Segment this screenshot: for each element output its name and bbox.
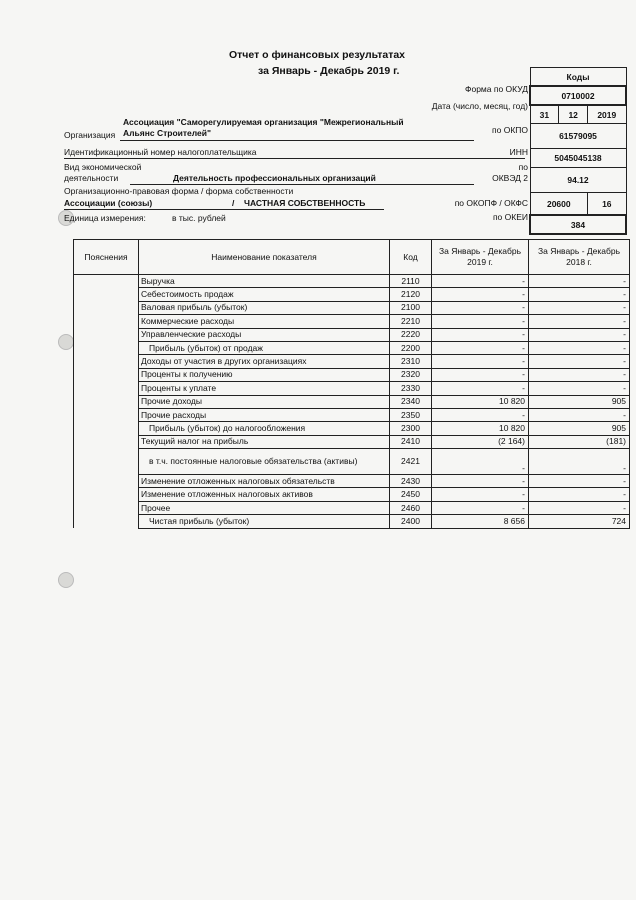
row-name: Прибыль (убыток) от продаж: [139, 341, 390, 354]
header-2019: За Январь - Декабрь 2019 г.: [432, 240, 529, 275]
row-code: 2330: [390, 382, 432, 395]
row-value-2019: (2 164): [432, 435, 529, 448]
row-value-2019: -: [432, 341, 529, 354]
table-row: [74, 515, 630, 528]
row-name: Чистая прибыль (убыток): [139, 515, 390, 528]
okfs-value: 16: [588, 193, 626, 216]
ownership-value: ЧАСТНАЯ СОБСТВЕННОСТЬ: [244, 198, 366, 208]
row-value-2018: -: [529, 408, 630, 421]
okved-label-1: по: [518, 162, 528, 172]
table-row: [74, 475, 630, 488]
okud-label: Форма по ОКУД: [465, 84, 528, 94]
row-name: Прибыль (убыток) до налогообложения: [139, 422, 390, 435]
row-name: Выручка: [139, 275, 390, 288]
date-label: Дата (число, месяц, год): [431, 101, 528, 111]
row-value-2018: 905: [529, 395, 630, 408]
legal-form-value: Ассоциации (союзы): [64, 198, 153, 208]
okved-value: 94.12: [530, 168, 626, 193]
row-value-2019: -: [432, 328, 529, 341]
row-value-2019: -: [432, 475, 529, 488]
row-name: в т.ч. постоянные налоговые обязательства (активы): [139, 449, 390, 475]
row-code: 2430: [390, 475, 432, 488]
row-note: [74, 355, 139, 368]
row-note: [74, 408, 139, 421]
row-code: 2210: [390, 315, 432, 328]
table-row: [74, 435, 630, 448]
table-row: [74, 341, 630, 354]
row-note: [74, 341, 139, 354]
row-name: Прочие расходы: [139, 408, 390, 421]
row-code: 2460: [390, 501, 432, 514]
punch-hole-bottom: [58, 572, 74, 588]
row-value-2018: -: [529, 475, 630, 488]
row-code: 2410: [390, 435, 432, 448]
row-value-2018: -: [529, 315, 630, 328]
row-value-2018: -: [529, 488, 630, 501]
table-row: [74, 449, 630, 475]
row-code: 2200: [390, 341, 432, 354]
row-name: Текущий налог на прибыль: [139, 435, 390, 448]
unit-label: Единица измерения:: [64, 213, 146, 223]
row-value-2018: -: [529, 275, 630, 288]
bleed-through-text: [90, 697, 100, 700]
row-code: 2350: [390, 408, 432, 421]
row-code: 2400: [390, 515, 432, 528]
row-note: [74, 449, 139, 475]
row-value-2019: -: [432, 368, 529, 381]
header-name: Наименование показателя: [139, 240, 390, 275]
row-value-2018: -: [529, 355, 630, 368]
row-code: 2320: [390, 368, 432, 381]
date-month: 12: [559, 105, 588, 124]
row-note: [74, 435, 139, 448]
table-row: [74, 328, 630, 341]
row-name: Изменение отложенных налоговых активов: [139, 488, 390, 501]
row-name: Доходы от участия в других организациях: [139, 355, 390, 368]
activity-label-1: Вид экономической: [64, 162, 142, 172]
table-row: [74, 315, 630, 328]
okud-value: 0710002: [530, 86, 626, 105]
row-value-2018: -: [529, 449, 630, 475]
table-row: [74, 422, 630, 435]
row-value-2019: -: [432, 315, 529, 328]
table-row: [74, 355, 630, 368]
row-name: Прочие доходы: [139, 395, 390, 408]
table-row: [74, 382, 630, 395]
row-value-2018: -: [529, 288, 630, 301]
row-note: [74, 515, 139, 528]
activity-value: Деятельность профессиональных организаций: [173, 173, 376, 183]
row-note: [74, 328, 139, 341]
row-name: Проценты к уплате: [139, 382, 390, 395]
row-note: [74, 315, 139, 328]
row-name: Коммерческие расходы: [139, 315, 390, 328]
unit-value: в тыс. рублей: [172, 213, 226, 223]
row-note: [74, 422, 139, 435]
legal-form-separator: /: [232, 198, 235, 208]
row-value-2019: -: [432, 408, 529, 421]
row-value-2018: -: [529, 328, 630, 341]
table-row: [74, 368, 630, 381]
row-value-2018: (181): [529, 435, 630, 448]
okpo-label: по ОКПО: [492, 125, 528, 135]
row-note: [74, 501, 139, 514]
row-value-2019: -: [432, 382, 529, 395]
org-name-line1: Ассоциация "Саморегулируемая организация "Межрегиональный: [123, 117, 404, 127]
row-note: [74, 368, 139, 381]
report-period: за Январь - Декабрь 2019 г.: [258, 65, 400, 77]
row-value-2019: -: [432, 288, 529, 301]
row-note: [74, 275, 139, 288]
table-row: [74, 501, 630, 514]
table-row: [74, 301, 630, 314]
row-value-2019: -: [432, 449, 529, 475]
table-row: [74, 488, 630, 501]
row-value-2018: 905: [529, 422, 630, 435]
row-name: Изменение отложенных налоговых обязательств: [139, 475, 390, 488]
row-value-2018: -: [529, 301, 630, 314]
row-name: Проценты к получению: [139, 368, 390, 381]
org-label: Организация: [64, 130, 116, 140]
header-2018: За Январь - Декабрь 2018 г.: [529, 240, 630, 275]
okpo-value: 61579095: [530, 124, 626, 149]
inn-row-label: Идентификационный номер налогоплательщика: [64, 147, 257, 157]
row-value-2019: -: [432, 301, 529, 314]
row-value-2019: 10 820: [432, 395, 529, 408]
legal-form-underline: [64, 209, 384, 210]
table-row: [74, 288, 630, 301]
row-code: 2100: [390, 301, 432, 314]
activity-underline: [130, 184, 474, 185]
header-notes: Пояснения: [74, 240, 139, 275]
row-note: [74, 288, 139, 301]
inn-value: 5045045138: [530, 149, 626, 168]
row-name: Валовая прибыль (убыток): [139, 301, 390, 314]
report-title: Отчет о финансовых результатах: [229, 49, 406, 61]
row-value-2019: 10 820: [432, 422, 529, 435]
okved-label-2: ОКВЭД 2: [492, 173, 528, 183]
row-code: 2450: [390, 488, 432, 501]
date-year: 2019: [588, 105, 626, 124]
table-row: [74, 408, 630, 421]
okopf-value: 20600: [530, 193, 588, 216]
row-name: Прочее: [139, 501, 390, 514]
row-value-2019: -: [432, 275, 529, 288]
legal-form-label: Организационно-правовая форма / форма собственности: [64, 186, 294, 196]
row-name: Управленческие расходы: [139, 328, 390, 341]
row-note: [74, 395, 139, 408]
row-code: 2310: [390, 355, 432, 368]
punch-hole-middle: [58, 334, 74, 350]
row-value-2018: -: [529, 501, 630, 514]
org-name-line2: Альянс Строителей": [123, 128, 212, 138]
codes-table: [529, 67, 627, 235]
row-value-2019: -: [432, 488, 529, 501]
row-code: 2110: [390, 275, 432, 288]
row-name: Себестоимость продаж: [139, 288, 390, 301]
table-row: [74, 275, 630, 288]
row-note: [74, 382, 139, 395]
date-day: 31: [530, 105, 559, 124]
row-note: [74, 475, 139, 488]
org-underline: [120, 140, 474, 141]
row-value-2018: -: [529, 382, 630, 395]
row-value-2019: -: [432, 501, 529, 514]
activity-label-2: деятельности: [64, 173, 119, 183]
row-note: [74, 301, 139, 314]
row-code: 2300: [390, 422, 432, 435]
row-code: 2340: [390, 395, 432, 408]
inn-label: ИНН: [509, 147, 528, 157]
row-value-2019: -: [432, 355, 529, 368]
codes-header: Коды: [530, 68, 626, 87]
header-code: Код: [390, 240, 432, 275]
row-value-2018: -: [529, 368, 630, 381]
row-code: 2421: [390, 449, 432, 475]
okei-label: по ОКЕИ: [492, 212, 528, 222]
row-note: [74, 488, 139, 501]
okei-value: 384: [530, 215, 626, 234]
inn-underline: [64, 158, 525, 159]
okopf-label: по ОКОПФ / ОКФС: [454, 198, 528, 208]
table-row: [74, 395, 630, 408]
row-value-2018: 724: [529, 515, 630, 528]
row-code: 2220: [390, 328, 432, 341]
row-code: 2120: [390, 288, 432, 301]
financial-results-table: [73, 239, 630, 529]
row-value-2019: 8 656: [432, 515, 529, 528]
row-value-2018: -: [529, 341, 630, 354]
